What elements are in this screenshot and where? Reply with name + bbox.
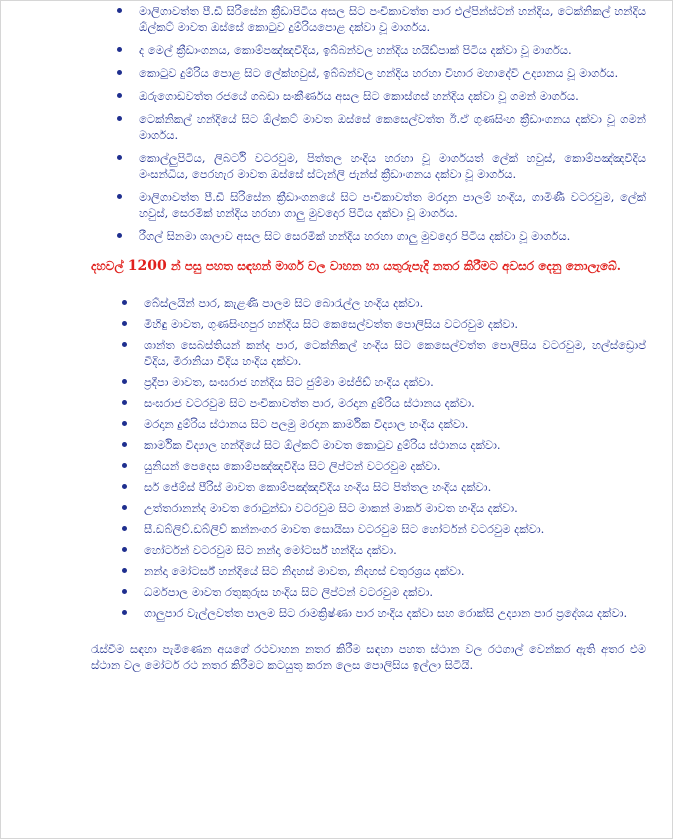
road-text: ප්‍රදීපා මාවත, සංඝරාජ හන්දිය සිට ජුම්මා මස්ජිඩ් හංදිය දක්වා. bbox=[144, 375, 434, 389]
list-item bbox=[91, 416, 646, 432]
road-text: ශාන්ත සෙබස්තියන් කන්ද පාර, ටෙක්නිකල් හංදිය සිට කෙසෙල්වත්ත පොලිසිය වටරවුම, හල්ස්ඩ්‍රොප් වීදිය, මිරානියා වීදිය හංදිය දක්වා. bbox=[144, 338, 646, 368]
road-text: මරදාන දුම්රිය ස්ථානය සිට පලමු මරදාන කාර්මික විද්‍යාල හංදිය දක්වා. bbox=[144, 417, 469, 431]
bullet-icon bbox=[122, 484, 127, 489]
bullet-icon bbox=[122, 505, 127, 510]
list-item bbox=[91, 479, 646, 495]
bullet-icon bbox=[122, 300, 127, 305]
route-text: මාලිගාවත්ත පී.ඩී සිරිසේන ක්‍රීඩාංගනයේ සිට පංචිකාවත්ත මරදාන පාලම් හංදිය, ගාමිණී වටරවුම, ලේක් හවුස්, සෙරමික් හන්දිය හරහා ගාලු මුවදොර පිටිය දක්වා වූ මාර්ගය. bbox=[139, 190, 646, 220]
list-item bbox=[91, 542, 646, 558]
document-content bbox=[91, 3, 646, 685]
road-text: සර් ජේම්ස් පීරිස් මාවත කොම්පඤ්ඤවීදිය හංදිය සිට පිත්තල හංදිය දක්වා. bbox=[144, 480, 492, 494]
road-text: නන්දා මෝටර්ස් හන්දියේ සිට නිදහස් මාවත, නිදහස් චතුරශ්‍රය දක්වා. bbox=[144, 564, 465, 578]
list-item bbox=[91, 3, 646, 35]
road-text: උත්තරානන්ද මාවත රොටුන්ඩා වටරවුම සිට මාකන් මාකර් මාවත හංදිය දක්වා. bbox=[144, 501, 518, 515]
list-item bbox=[91, 228, 646, 244]
bullet-icon bbox=[117, 155, 122, 160]
bullet-icon bbox=[117, 93, 122, 98]
bullet-icon bbox=[117, 116, 122, 121]
list-item bbox=[91, 295, 646, 311]
road-text: ධර්මපාල මාවත රතුකුරුස හංදිය සිට ලිප්ටන් වටරවුම දක්වා. bbox=[144, 585, 434, 599]
list-item bbox=[91, 189, 646, 221]
no-parking-roads-list bbox=[91, 295, 646, 621]
route-text: ද මෙල් ක්‍රීඩාංගනය, කොම්පඤ්ඤවීදිය, ඉබ්බන්වල හන්දිය හයිඩ්පාක් පිටිය දක්වා වූ මාර්ගය. bbox=[139, 43, 572, 57]
restricted-routes-list bbox=[91, 3, 646, 244]
bullet-icon bbox=[122, 589, 127, 594]
route-text: මාලිගාවත්ත පී.ඩී සිරිසේන ක්‍රීඩාපිටිය අසල සිට පංචිකාවත්ත පාර එල්පින්ස්ටන් හන්දිය, ටෙක්නිකල් හන්දිය ඕල්කට් මාවත ඔස්සේ කොටුව දුම්රියපොළ දක්වා වූ මාර්ගය. bbox=[139, 4, 646, 34]
route-text: ඔරුගොඩවත්ත රජයේ ගබඩා සංකීර්ණය අසල සිට කොස්ගස් හන්දිය දක්වා වූ ගමන් මාර්ගය. bbox=[139, 89, 579, 103]
list-item bbox=[91, 458, 646, 474]
list-item bbox=[91, 437, 646, 453]
bullet-icon bbox=[122, 463, 127, 468]
bullet-icon bbox=[122, 526, 127, 531]
road-text: යුනියන් පෙදෙස කොම්පඤ්ඤවීදිය සිට ලිප්ටන් වටරවුම දක්වා. bbox=[144, 459, 441, 473]
list-item bbox=[91, 374, 646, 390]
list-item bbox=[91, 42, 646, 58]
bullet-icon bbox=[122, 342, 127, 347]
road-text: සංඝරාජ වටරවුම සිට පංචිකාවත්ත පාර, මරදාන දුම්රිය ස්ථානය දක්වා. bbox=[144, 396, 475, 410]
list-item bbox=[91, 65, 646, 81]
list-item bbox=[91, 521, 646, 537]
list-item bbox=[91, 500, 646, 516]
bullet-icon bbox=[117, 47, 122, 52]
list-item bbox=[91, 316, 646, 332]
bullet-icon bbox=[122, 321, 127, 326]
bullet-icon bbox=[122, 379, 127, 384]
route-text: කොල්ලුපිටිය, ලිබර්ටි වටරවුම, පිත්තල හංදිය හරහා වූ මාර්ගයත් ලේක් හවුස්, කොම්පඤ්ඤවීදිය මංසන්ධිය, පෙරහැර මාවත ඔස්සේ ස්ටැන්ලි ජැන්ස් ක්‍රීඩාංගනය දක්වා වූ මාර්ගය. bbox=[139, 151, 646, 181]
bullet-icon bbox=[117, 8, 122, 13]
road-text: හෝර්ටන් වටරවුම සිට නන්දා මෝටර්ස් හන්දිය දක්වා. bbox=[144, 543, 397, 557]
road-text: සී.ඩබ්ලිව්.ඩබ්ලිව් කන්නංගර මාවත සොයිසා වටරවුම සිට හෝර්ටන් වටරවුම දක්වා. bbox=[144, 522, 545, 536]
bullet-icon bbox=[122, 568, 127, 573]
list-item bbox=[91, 563, 646, 579]
bullet-icon bbox=[122, 421, 127, 426]
route-text: ටෙක්නිකල් හන්දියේ සිට ඕල්කට් මාවත ඔස්සේ කෙසෙල්වත්ත ඊ.ඒ ගුණසිංහ ක්‍රීඩාංගනය දක්වා වූ ගමන් මාර්ගය. bbox=[139, 112, 646, 142]
bullet-icon bbox=[122, 547, 127, 552]
road-text: බේස්ලයින් පාර, කැළණි පාලම සිට බොරැල්ල හංදිය දක්වා. bbox=[144, 296, 424, 310]
bullet-icon bbox=[122, 442, 127, 447]
route-text: කොටුව දුම්රිය පොළ සිට ලේක්හවුස්, ඉබ්බන්වල හන්දිය හරහා විහාර මහාදේවි උද්‍යානය වූ මාර්ගය. bbox=[139, 66, 619, 80]
list-item bbox=[91, 605, 646, 621]
bullet-icon bbox=[117, 194, 122, 199]
notice-suffix: න් පසු පහත සඳහන් මාර්ග වල වාහන හා යතුරුපැදි නතර කිරීමට අවසර දෙනු නොලැබේ. bbox=[166, 259, 621, 273]
route-text: රීගල් සිනමා ශාලාව අසල සිට සෙරමික් හන්දිය හරහා ගාලු මුවදොර පිටිය දක්වා වූ මාර්ගය. bbox=[139, 229, 571, 243]
road-text: ගාලුපාර වැල්ලවත්ත පාලම සිට රාමක්‍රිෂ්ණා පාර හංදිය දක්වා සහ රොක්සි උද්‍යාන පාර ප්‍රදේශය දක්වා. bbox=[144, 606, 628, 620]
list-item bbox=[91, 584, 646, 600]
road-text: කාර්මික විද්‍යාල හන්දියේ සිට ඕල්කට් මාවත කොටුව දුම්රිය ස්ථානය දක්වා. bbox=[144, 438, 501, 452]
bullet-icon bbox=[117, 70, 122, 75]
list-item bbox=[91, 111, 646, 143]
list-item bbox=[91, 337, 646, 369]
list-item bbox=[91, 150, 646, 182]
bullet-icon bbox=[117, 233, 122, 238]
notice-time: 1200 bbox=[127, 258, 167, 274]
parking-notice bbox=[91, 258, 646, 275]
notice-prefix: දහවල් bbox=[91, 259, 128, 273]
bullet-icon bbox=[122, 610, 127, 615]
list-item bbox=[91, 88, 646, 104]
road-text: මිහිඳු මාවත, ගුණසිංහපුර හන්දිය සිට කෙසෙල්වත්ත පොලිසිය වටරවුම දක්වා. bbox=[144, 317, 519, 331]
parking-allocation-note: රැස්වීම සඳහා පැමිණෙන අයගේ රථවාහන නතර කිරීම සඳහා පහත ස්ථාන වල රථගාල් වෙන්කර ඇති අතර එම ස්ථාන වල මෝටර් රථ නතර කිරීමට කටයුතු කරන ලෙස පොලිසිය ඉල්ලා සිටියි. bbox=[91, 642, 646, 672]
list-item bbox=[91, 395, 646, 411]
bullet-icon bbox=[122, 400, 127, 405]
